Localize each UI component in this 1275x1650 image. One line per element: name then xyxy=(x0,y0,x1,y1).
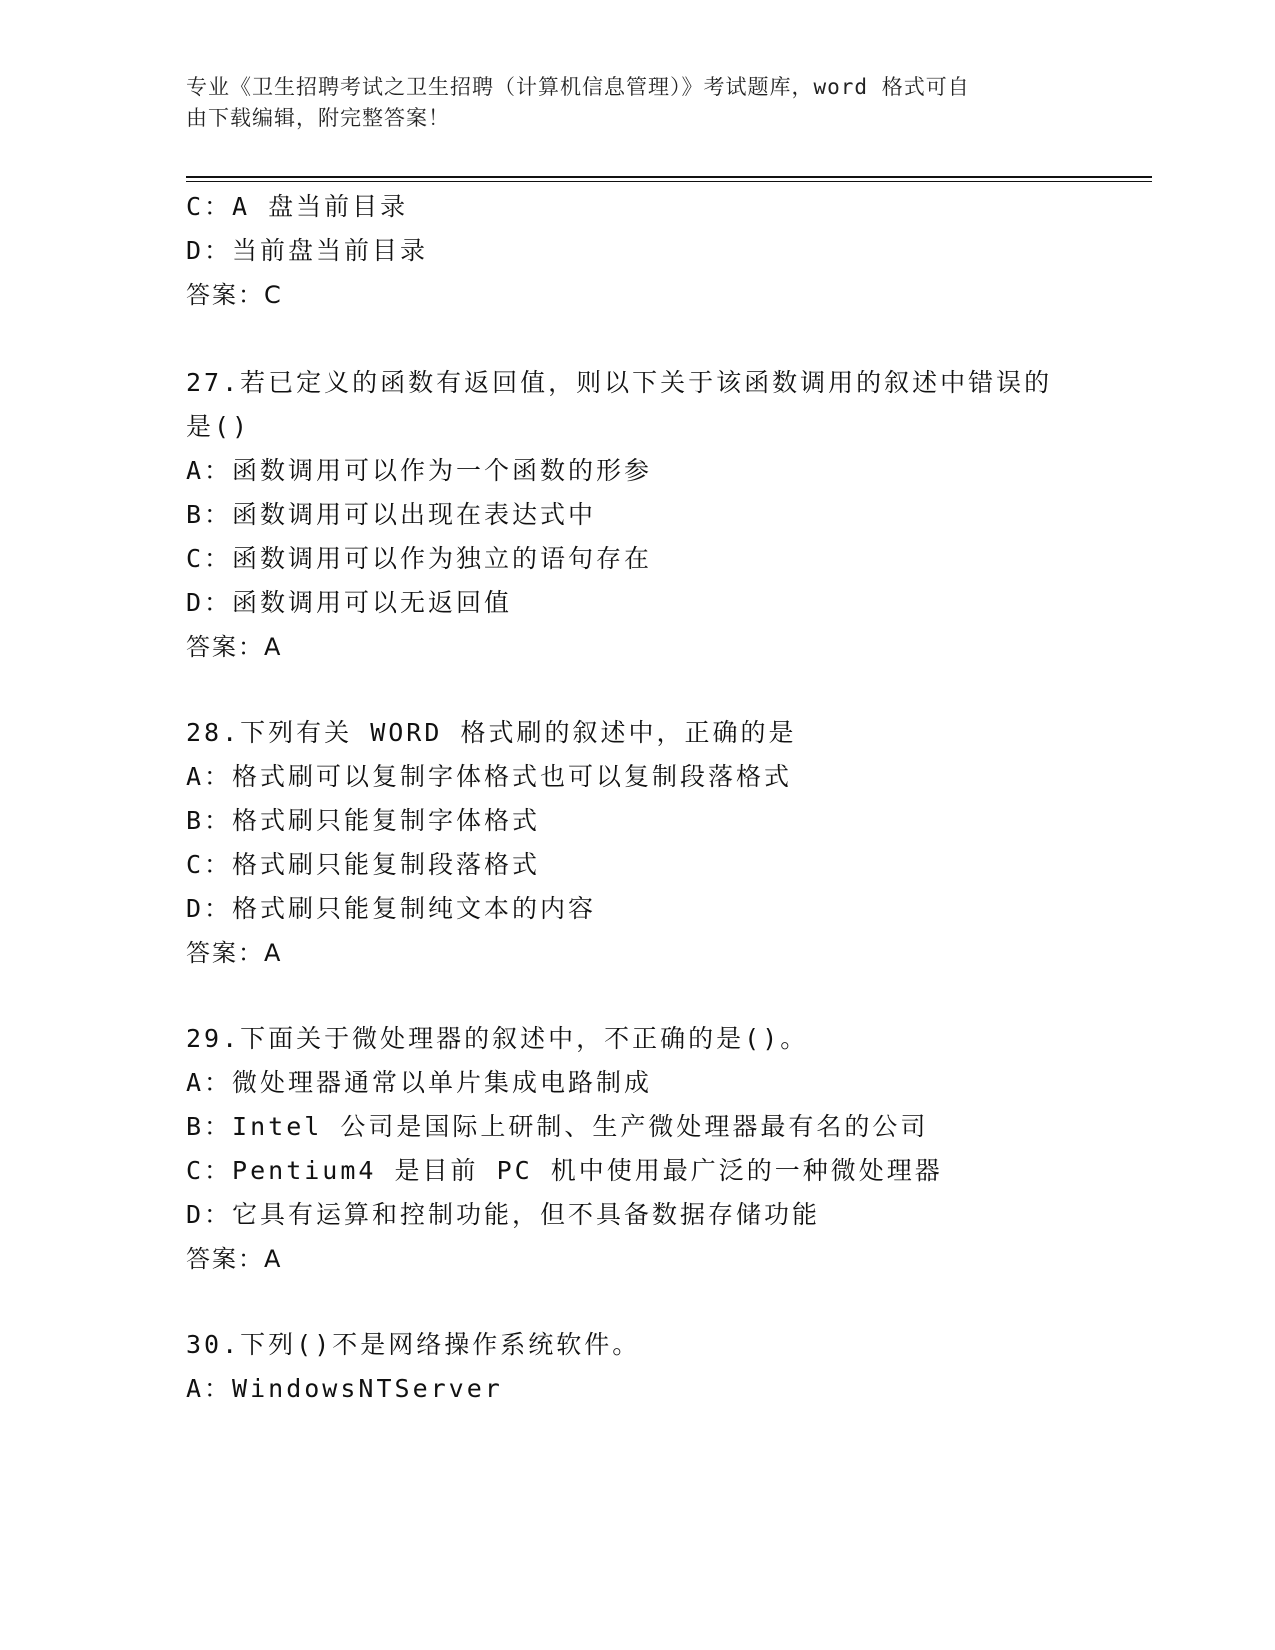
q29-option-c: C：Pentium4 是目前 PC 机中使用最广泛的一种微处理器 xyxy=(186,1156,943,1185)
header-divider-bottom xyxy=(186,181,1152,182)
q26-option-c: C：A 盘当前目录 xyxy=(186,192,409,221)
q28-option-a: A：格式刷可以复制字体格式也可以复制段落格式 xyxy=(186,762,793,791)
q29-answer: 答案：A xyxy=(186,1245,283,1273)
q30-stem: 30.下列()不是网络操作系统软件。 xyxy=(186,1330,641,1359)
q27-stem-line-1: 27.若已定义的函数有返回值，则以下关于该函数调用的叙述中错误的 xyxy=(186,368,1053,397)
q30-option-a: A：WindowsNTServer xyxy=(186,1374,503,1403)
document-header xyxy=(186,72,1086,134)
q26-answer: 答案：C xyxy=(186,281,283,309)
q28-stem: 28.下列有关 WORD 格式刷的叙述中，正确的是 xyxy=(186,718,797,747)
q27-option-d: D：函数调用可以无返回值 xyxy=(186,588,513,617)
q27-option-c: C：函数调用可以作为独立的语句存在 xyxy=(186,544,653,573)
q27-option-b: B：函数调用可以出现在表达式中 xyxy=(186,500,597,529)
q26-option-d: D：当前盘当前目录 xyxy=(186,236,429,265)
q27-stem-line-2: 是() xyxy=(186,412,251,441)
header-divider-top xyxy=(186,176,1152,178)
q28-option-c: C：格式刷只能复制段落格式 xyxy=(186,850,541,879)
header-line-2: 由下载编辑，附完整答案！ xyxy=(186,106,450,130)
q27-answer: 答案：A xyxy=(186,633,283,661)
q28-option-d: D：格式刷只能复制纯文本的内容 xyxy=(186,894,597,923)
q27-option-a: A：函数调用可以作为一个函数的形参 xyxy=(186,456,653,485)
header-line-1: 专业《卫生招聘考试之卫生招聘（计算机信息管理）》考试题库，word 格式可自 xyxy=(186,75,970,99)
q29-option-b: B：Intel 公司是国际上研制、生产微处理器最有名的公司 xyxy=(186,1112,929,1141)
q29-option-a: A：微处理器通常以单片集成电路制成 xyxy=(186,1068,653,1097)
q29-option-d: D：它具有运算和控制功能，但不具备数据存储功能 xyxy=(186,1200,821,1229)
q29-stem: 29.下面关于微处理器的叙述中，不正确的是()。 xyxy=(186,1024,809,1053)
q28-answer: 答案：A xyxy=(186,939,283,967)
q28-option-b: B：格式刷只能复制字体格式 xyxy=(186,806,541,835)
